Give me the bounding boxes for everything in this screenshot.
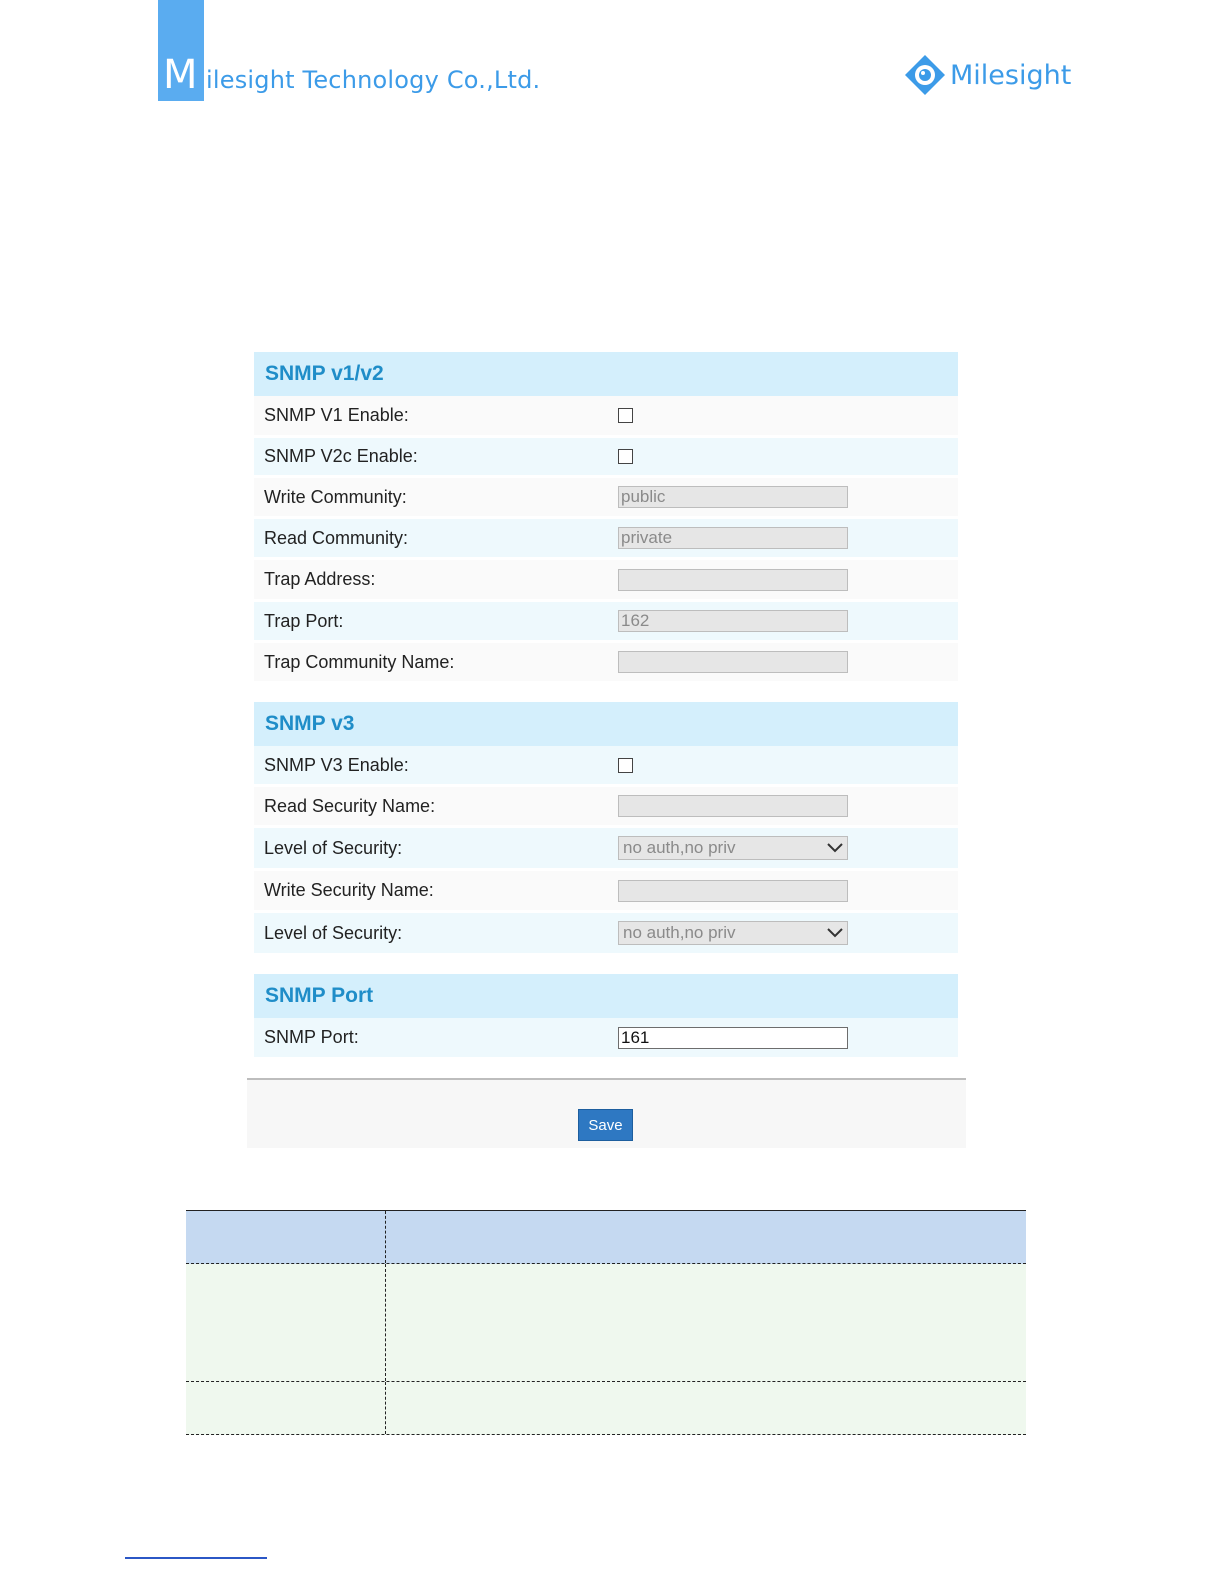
- snmp-v2c-enable-checkbox[interactable]: [618, 449, 633, 464]
- row-write-community: [254, 478, 958, 519]
- label-read-security-name: Read Security Name:: [264, 795, 436, 816]
- row-trap-address: [254, 560, 958, 602]
- table-row: [186, 1382, 1026, 1435]
- row-read-level-of-security: [254, 828, 958, 871]
- row-write-security-name: [254, 871, 958, 913]
- label-read-community: Read Community:: [264, 527, 409, 548]
- section-title-snmp-port: SNMP Port: [254, 974, 958, 1018]
- table-header-row: [186, 1210, 1026, 1264]
- trap-community-name-input[interactable]: [618, 651, 848, 673]
- label-write-security-name: Write Security Name:: [264, 880, 434, 900]
- snmp-settings-panel: [254, 352, 958, 1060]
- read-security-name-input[interactable]: [618, 795, 848, 817]
- label-snmp-v1-enable: SNMP V1 Enable:: [264, 405, 409, 425]
- row-snmp-v2c-enable: [254, 438, 958, 478]
- snmp-v1-enable-checkbox[interactable]: [618, 408, 633, 423]
- section-title-snmp-v3: SNMP v3: [254, 702, 958, 746]
- row-snmp-v1-enable: [254, 396, 958, 438]
- row-snmp-v3-enable: [254, 746, 958, 787]
- row-trap-port: [254, 602, 958, 643]
- read-community-input[interactable]: private: [618, 527, 848, 549]
- section-snmp-v3: [254, 702, 958, 956]
- table-header-cell: [186, 1211, 386, 1263]
- snmp-port-input[interactable]: 161: [618, 1027, 848, 1049]
- label-snmp-v3-enable: SNMP V3 Enable:: [264, 754, 409, 775]
- section-snmp-port: [254, 974, 958, 1060]
- trap-address-input[interactable]: [618, 569, 848, 591]
- parameter-table: [186, 1210, 1026, 1435]
- row-read-security-name: [254, 787, 958, 828]
- label-snmp-port: SNMP Port:: [264, 1027, 359, 1047]
- write-community-input[interactable]: public: [618, 486, 848, 508]
- header-brand-name: Milesight: [950, 60, 1072, 91]
- label-write-level-of-security: Level of Security:: [264, 922, 403, 943]
- label-trap-community-name: Trap Community Name:: [264, 651, 455, 672]
- write-level-of-security-select[interactable]: [618, 921, 848, 945]
- read-level-of-security-value: no auth,no priv: [623, 838, 736, 857]
- label-snmp-v2c-enable: SNMP V2c Enable:: [264, 446, 418, 466]
- milesight-logo-icon: [904, 54, 946, 96]
- trap-port-input[interactable]: 162: [618, 610, 848, 632]
- row-trap-community-name: [254, 643, 958, 684]
- section-snmp-v1v2: [254, 352, 958, 684]
- write-level-of-security-value: no auth,no priv: [623, 923, 736, 942]
- label-trap-address: Trap Address:: [264, 569, 376, 589]
- header-logo-letter: M: [163, 52, 198, 98]
- label-write-community: Write Community:: [264, 486, 407, 507]
- save-button[interactable]: Save: [578, 1109, 633, 1141]
- chevron-down-icon: [827, 842, 843, 853]
- label-trap-port: Trap Port:: [264, 610, 344, 631]
- chevron-down-icon: [827, 927, 843, 938]
- snmp-v3-enable-checkbox[interactable]: [618, 758, 633, 773]
- footer-link-underline: [125, 1557, 267, 1559]
- label-read-level-of-security: Level of Security:: [264, 837, 403, 858]
- row-write-level-of-security: [254, 913, 958, 956]
- read-level-of-security-select[interactable]: [618, 836, 848, 860]
- table-cell: [186, 1264, 386, 1381]
- row-read-community: [254, 519, 958, 560]
- table-row: [186, 1264, 1026, 1382]
- write-security-name-input[interactable]: [618, 880, 848, 902]
- section-title-snmp-v1v2: SNMP v1/v2: [254, 352, 958, 396]
- header-company-name: ilesight Technology Co.,Ltd.: [206, 66, 541, 94]
- row-snmp-port: [254, 1018, 958, 1060]
- table-cell: [186, 1382, 386, 1434]
